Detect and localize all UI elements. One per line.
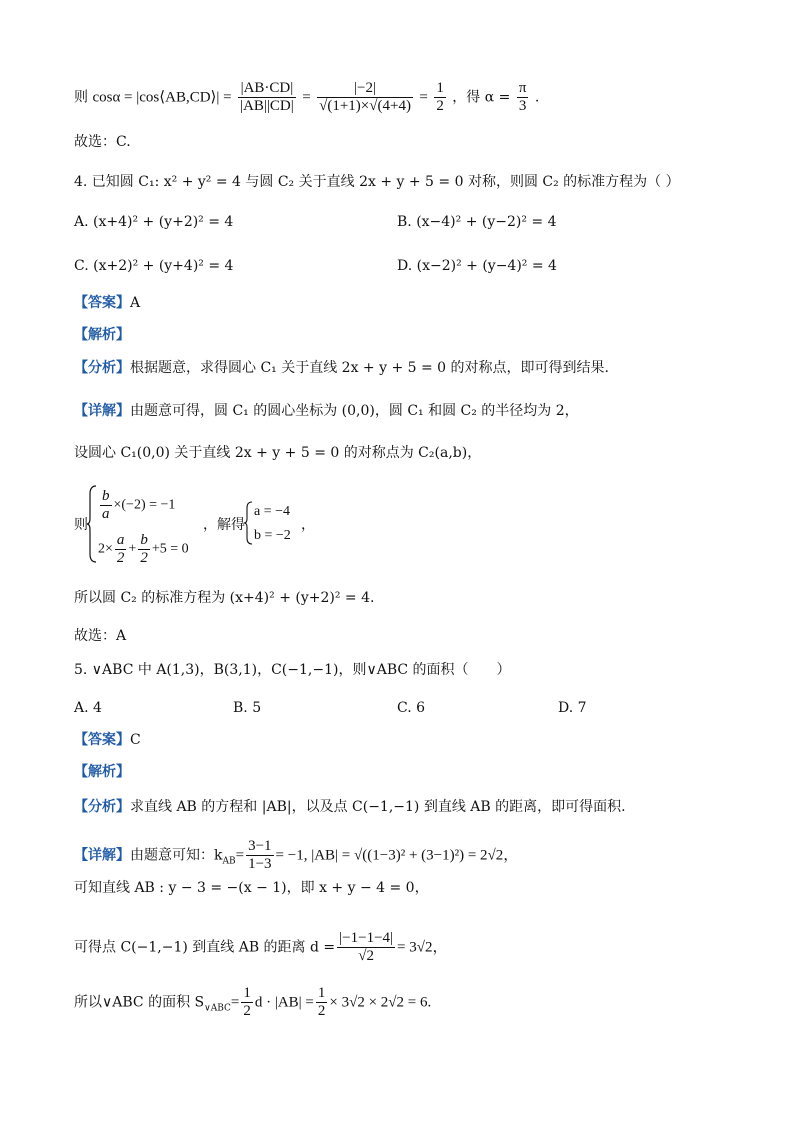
- distance-fraction: [337, 930, 395, 965]
- analysis-tag: 【解析】: [74, 764, 130, 780]
- q5-answer-line: [74, 730, 141, 750]
- q4-xiangjie-line: [74, 401, 579, 421]
- area-rest: × 3√2 × 2√2 = 6.: [329, 994, 432, 1011]
- q5-line-ab: 可知直线 AB : y − 3 = −(x − 1)，即 x + y − 4 = 0，: [74, 880, 429, 896]
- q5-fenxi-line: [74, 797, 626, 817]
- frac-num: 1: [243, 985, 251, 1001]
- period: .: [534, 89, 540, 106]
- frac-num: π: [518, 80, 527, 96]
- solution-end: ，: [301, 517, 315, 533]
- left-brace-icon: [86, 484, 98, 564]
- distance-rest: = 3√2，: [397, 939, 448, 956]
- b-over-2: [138, 532, 150, 567]
- a-over-2: [115, 532, 127, 567]
- frac-num: 3−1: [248, 838, 272, 854]
- q4-option-b: B. (x−4)² + (y−2)² = 4: [397, 214, 557, 230]
- frac-num: b: [102, 488, 110, 504]
- frac-num: 1: [317, 985, 326, 1001]
- q4-answer-line: [74, 293, 140, 313]
- q4-set-line: 设圆心 C₁(0,0) 关于直线 2x + y + 5 = 0 的对称点为 C₂(a,b)，: [74, 445, 482, 461]
- area-prefix: 所以∨ABC 的面积 S: [74, 994, 205, 1011]
- area-mid: d · |AB| =: [254, 994, 314, 1011]
- half-fraction: [316, 985, 328, 1020]
- half-fraction: [434, 80, 446, 115]
- slope-fraction: [246, 838, 273, 873]
- equals: =: [302, 89, 311, 106]
- q5-analysis-tag: [74, 762, 130, 782]
- q4-analysis-tag: [74, 325, 130, 345]
- frac-den: |AB||CD|: [240, 98, 294, 114]
- q5-area-line: [74, 985, 431, 1020]
- q5-distance-line: [74, 930, 448, 965]
- frac-num: |−1−1−4|: [339, 930, 394, 946]
- frac-den: a: [102, 506, 110, 522]
- eq2-rest: +5 = 0: [151, 541, 189, 557]
- value-fraction: [317, 80, 413, 115]
- dot-product-fraction: [238, 80, 296, 115]
- eq1-rest: ×(−2) = −1: [113, 497, 176, 513]
- left-brace-icon: [243, 500, 253, 546]
- frac-den: √(1+1)×√(4+4): [319, 98, 411, 114]
- slope-subscript: AB: [222, 856, 236, 867]
- distance-prefix: 可得点 C(−1,−1) 到直线 AB 的距离 d =: [74, 939, 336, 956]
- frac-den: 2: [116, 550, 125, 566]
- frac-num: |−2|: [317, 80, 413, 98]
- xiangjie-prefix: 由题意可知：k: [130, 847, 223, 864]
- frac-den: 2: [436, 98, 444, 114]
- q4-stem: 4. 已知圆 C₁: x² + y² = 4 与圆 C₂ 关于直线 2x + y + 5 = 0 对称，则圆 C₂ 的标准方程为（ ）: [74, 174, 680, 190]
- xiangjie-tag: 【详解】: [74, 403, 130, 419]
- answer-tag: 【答案】: [74, 295, 130, 311]
- fenxi-text: 求直线 AB 的方程和 |AB|，以及点 C(−1,−1) 到直线 AB 的距离，即可得面积.: [130, 799, 626, 815]
- xiangjie-tag: 【详解】: [74, 847, 130, 864]
- system-eq1: [98, 488, 175, 523]
- frac-num: b: [140, 532, 148, 548]
- eq2-lead: 2×: [98, 541, 113, 557]
- q5-option-c: C. 6: [397, 700, 426, 716]
- solve-text: ，解得: [203, 517, 245, 533]
- equals: =: [419, 89, 428, 106]
- pi-third-fraction: [517, 80, 529, 115]
- cos-alpha-line: [74, 80, 539, 115]
- q5-option-a: A. 4: [74, 700, 102, 716]
- answer-value: A: [130, 295, 141, 311]
- frac-den: 2: [243, 1003, 251, 1019]
- q5-option-d: D. 7: [558, 700, 587, 716]
- frac-den: √2: [358, 948, 374, 964]
- frac-den: 3: [518, 98, 527, 114]
- fenxi-text: 根据题意，求得圆心 C₁ 关于直线 2x + y + 5 = 0 的对称点，即可得到结果.: [130, 360, 609, 376]
- q4-conclusion: 所以圆 C₂ 的标准方程为 (x+4)² + (y+2)² = 4.: [74, 590, 375, 606]
- answer-value: C: [130, 732, 141, 748]
- q5-stem: 5. ∨ABC 中 A(1,3)，B(3,1)，C(−1,−1)，则∨ABC 的面积（ ）: [74, 662, 511, 678]
- frac-num: |AB·CD|: [238, 80, 296, 98]
- answer-tag: 【答案】: [74, 732, 130, 748]
- frac-den: 2: [140, 550, 148, 566]
- analysis-tag: 【解析】: [74, 327, 130, 343]
- fenxi-tag: 【分析】: [74, 799, 130, 815]
- frac-num: a: [116, 532, 125, 548]
- equals: =: [230, 994, 240, 1011]
- q5-option-b: B. 5: [233, 700, 262, 716]
- equals: =: [235, 847, 245, 864]
- text-ze: 则: [74, 89, 88, 106]
- fenxi-tag: 【分析】: [74, 360, 130, 376]
- xiangjie-text: 由题意可得，圆 C₁ 的圆心坐标为 (0,0)，圆 C₁ 和圆 C₂ 的半径均为 2，: [130, 403, 579, 419]
- frac-num: 1: [436, 80, 444, 96]
- half-fraction: [241, 985, 253, 1020]
- text-de-alpha: ，得 α =: [452, 89, 511, 106]
- q4-option-a: A. (x+4)² + (y+2)² = 4: [74, 214, 234, 230]
- solution-a: a = −4: [254, 504, 291, 519]
- frac-den: 1−3: [248, 856, 272, 872]
- plus: +: [128, 541, 137, 557]
- q4-option-d: D. (x−2)² + (y−4)² = 4: [397, 258, 557, 274]
- choose-c-top: 故选：C.: [74, 134, 131, 150]
- system-eq2: [98, 532, 189, 567]
- frac-den: 2: [317, 1003, 326, 1019]
- q5-xiangjie-line: [74, 838, 518, 873]
- q4-choose: 故选：A: [74, 628, 127, 644]
- cos-expression: cosα = |cos⟨AB,CD⟩| =: [92, 89, 232, 106]
- area-subscript: ∨ABC: [204, 1003, 231, 1014]
- b-over-a: [100, 488, 112, 523]
- slope-rest: = −1, |AB| = √((1−3)² + (3−1)²) = 2√2，: [275, 847, 519, 864]
- q4-option-c: C. (x+2)² + (y+4)² = 4: [74, 258, 234, 274]
- solution-b: b = −2: [254, 528, 291, 543]
- q4-system-prefix: 则: [74, 517, 88, 533]
- q4-fenxi-line: [74, 358, 609, 378]
